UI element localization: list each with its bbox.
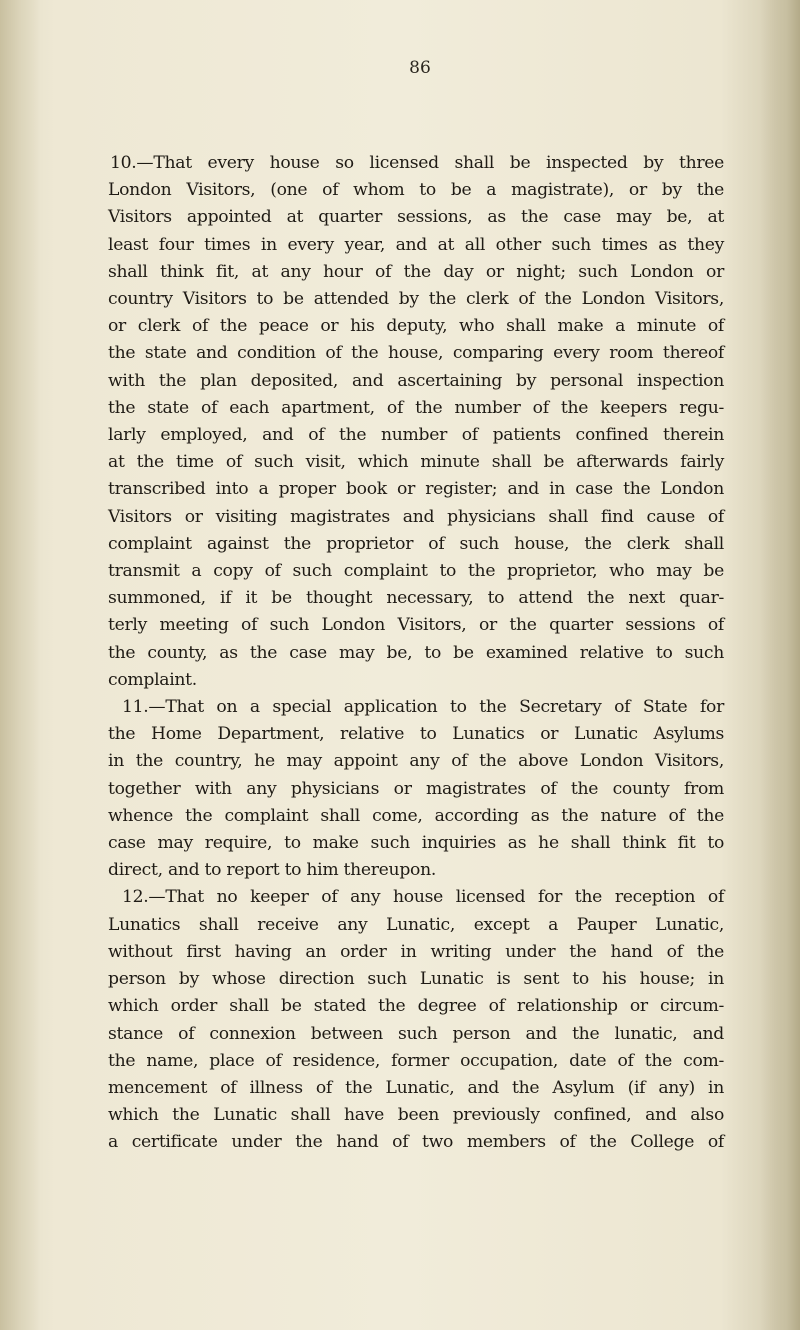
body-text (108, 150, 724, 1157)
page-binding-shadow (0, 0, 40, 1330)
text-line: the state of each apartment, of the number of the keepers regu- (108, 397, 724, 418)
text-line: which the Lunatic shall have been previously confined, and also (108, 1105, 724, 1126)
text-line: terly meeting of such London Visitors, or the quarter sessions of (108, 615, 724, 636)
page-number: 86 (409, 58, 431, 78)
text-line: or clerk of the peace or his deputy, who shall make a minute of (108, 316, 724, 337)
text-line: person by whose direction such Lunatic is sent to his house; in (108, 969, 724, 990)
text-line: Visitors appointed at quarter sessions, as the case may be, at (108, 207, 724, 228)
text-line: country Visitors to be attended by the clerk of the London Visitors, (108, 289, 724, 310)
text-line: at the time of such visit, which minute shall be afterwards fairly (108, 452, 724, 473)
text-line: least four times in every year, and at all other such times as they (108, 234, 724, 255)
text-line: summoned, if it be thought necessary, to attend the next quar- (108, 588, 724, 609)
text-line: transcribed into a proper book or register; and in case the London (108, 479, 724, 500)
text-line: the state and condition of the house, comparing every room thereof (108, 343, 724, 364)
text-line: in the country, he may appoint any of the above London Visitors, (108, 751, 724, 772)
page-edge-shadow (760, 0, 800, 1330)
text-line: complaint. (108, 669, 197, 690)
text-line: the Home Department, relative to Lunatics or Lunatic Asylums (108, 724, 724, 745)
text-line: complaint against the proprietor of such house, the clerk shall (108, 533, 724, 554)
text-line: direct, and to report to him thereupon. (108, 860, 437, 881)
text-line: London Visitors, (one of whom to be a magistrate), or by the (108, 180, 724, 201)
text-line: with the plan deposited, and ascertaining by personal inspection (108, 370, 724, 391)
text-line: 10.—That every house so licensed shall be inspected by three (110, 153, 724, 173)
text-line: stance of connexion between such person and the lunatic, and (108, 1023, 724, 1044)
text-line: a certificate under the hand of two members of the College of (108, 1132, 724, 1153)
text-line: Lunatics shall receive any Lunatic, except a Pauper Lunatic, (108, 914, 724, 935)
text-line: larly employed, and of the number of patients confined therein (108, 425, 724, 446)
text-line: together with any physicians or magistrates of the county from (108, 778, 724, 799)
text-line: which order shall be stated the degree of relationship or circum- (108, 996, 724, 1017)
text-line: without first having an order in writing under the hand of the (108, 941, 724, 962)
text-line: whence the complaint shall come, according as the nature of the (108, 805, 724, 826)
text-line: 11.—That on a special application to the Secretary of State for (122, 697, 724, 718)
text-line: the name, place of residence, former occupation, date of the com- (108, 1050, 724, 1071)
text-line: mencement of illness of the Lunatic, and the Asylum (if any) in (108, 1077, 724, 1098)
text-line: transmit a copy of such complaint to the proprietor, who may be (108, 561, 724, 582)
text-line: shall think fit, at any hour of the day or night; such London or (108, 261, 724, 282)
text-line: case may require, to make such inquiries as he shall think fit to (108, 833, 724, 854)
text-line: the county, as the case may be, to be examined relative to such (108, 642, 724, 663)
text-line: Visitors or visiting magistrates and physicians shall find cause of (108, 506, 724, 527)
text-line: 12.—That no keeper of any house licensed for the reception of (122, 887, 724, 908)
